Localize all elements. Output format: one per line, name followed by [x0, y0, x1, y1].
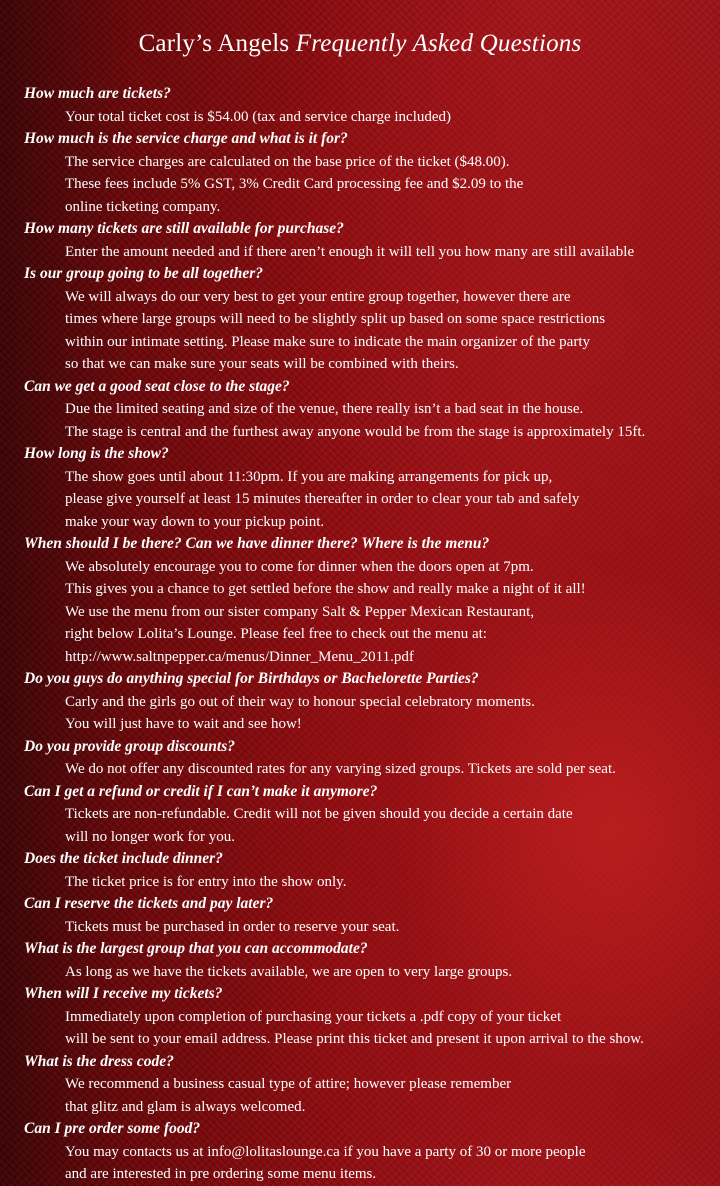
faq-list	[24, 83, 714, 1186]
faq-question: Is our group going to be all together?	[24, 265, 263, 282]
faq-question: Can I reserve the tickets and pay later?	[24, 895, 274, 912]
faq-item	[24, 218, 714, 263]
faq-answer-line: We use the menu from our sister company Salt & Pepper Mexican Restaurant,	[65, 603, 535, 620]
faq-question: What is the dress code?	[24, 1052, 174, 1070]
faq-answer	[24, 916, 714, 939]
faq-answer-line: times where large groups will need to be slightly split up based on some space restrictions	[65, 311, 606, 327]
faq-item	[24, 848, 714, 893]
faq-question: When should I be there? Can we have dinner there? Where is the menu?	[24, 535, 490, 552]
faq-answer-line: Immediately upon completion of purchasing your tickets a .pdf copy of your ticket	[65, 1008, 562, 1025]
faq-answer	[24, 1006, 714, 1051]
faq-answer-line: Tickets must be purchased in order to reserve your seat.	[65, 918, 400, 935]
faq-answer-line: will no longer work for you.	[65, 828, 235, 845]
faq-item	[24, 376, 714, 444]
faq-answer-line: We absolutely encourage you to come for dinner when the doors open at 7pm.	[65, 558, 534, 575]
faq-answer-line: You may contacts us at info@lolitaslounge.ca if you have a party of 30 or more people	[65, 1143, 586, 1160]
faq-answer	[24, 871, 714, 894]
faq-answer-line: We do not offer any discounted rates for any varying sized groups. Tickets are sold per seat.	[65, 761, 616, 777]
faq-answer-line: The show goes until about 11:30pm. If you are making arrangements for pick up,	[65, 468, 553, 485]
faq-answer-line: right below Lolita’s Lounge. Please feel free to check out the menu at:	[65, 626, 487, 642]
faq-answer-line: Due the limited seating and size of the venue, there really isn’t a bad seat in the house.	[65, 401, 584, 417]
faq-answer-line: We recommend a business casual type of attire; however please remember	[65, 1076, 512, 1092]
faq-item	[24, 443, 714, 533]
faq-answer-line: so that we can make sure your seats will be combined with theirs.	[65, 356, 459, 372]
faq-question: Does the ticket include dinner?	[24, 850, 223, 867]
faq-answer	[24, 1073, 714, 1118]
faq-answer	[24, 758, 714, 781]
faq-item	[24, 736, 714, 781]
faq-question: Do you provide group discounts?	[24, 737, 235, 755]
faq-answer-line: The ticket price is for entry into the show only.	[65, 873, 347, 890]
faq-answer	[24, 961, 714, 984]
faq-item	[24, 938, 714, 983]
faq-item	[24, 893, 714, 938]
faq-item	[24, 983, 714, 1051]
faq-question: Can we get a good seat close to the stage?	[24, 377, 290, 395]
faq-answer	[24, 691, 714, 736]
faq-answer	[24, 803, 714, 848]
faq-answer-line: As long as we have the tickets available, we are open to very large groups.	[65, 963, 513, 980]
faq-answer	[24, 286, 714, 376]
faq-item	[24, 128, 714, 218]
faq-answer-line: We will always do our very best to get your entire group together, however there are	[65, 288, 571, 305]
faq-answer	[24, 151, 714, 219]
faq-answer	[24, 466, 714, 534]
faq-answer	[24, 1141, 714, 1186]
faq-item	[24, 1118, 714, 1186]
faq-question: How much is the service charge and what is it for?	[24, 130, 348, 147]
faq-answer-line: make your way down to your pickup point.	[65, 513, 325, 530]
faq-item	[24, 1051, 714, 1119]
faq-question: How much are tickets?	[24, 85, 171, 102]
faq-item	[24, 83, 714, 128]
faq-answer	[24, 106, 714, 129]
faq-answer-line: and are interested in pre ordering some menu items.	[65, 1166, 377, 1182]
faq-answer-line: Your total ticket cost is $54.00 (tax and service charge included)	[65, 108, 452, 125]
faq-answer-line: The service charges are calculated on the base price of the ticket ($48.00).	[65, 153, 510, 170]
faq-question: How long is the show?	[24, 445, 169, 462]
faq-answer-line: Enter the amount needed and if there aren’t enough it will tell you how many are still available	[65, 243, 635, 260]
faq-item	[24, 781, 714, 849]
faq-question: How many tickets are still available for purchase?	[24, 220, 344, 237]
title-italic: Frequently Asked Questions	[295, 30, 582, 57]
faq-answer-line: This gives you a chance to get settled before the show and really make a night of it all!	[65, 581, 586, 597]
faq-answer-line: You will just have to wait and see how!	[65, 716, 302, 732]
faq-answer	[24, 241, 714, 264]
title-main: Carly’s Angels	[138, 30, 290, 57]
faq-answer-line: Tickets are non-refundable. Credit will not be given should you decide a certain date	[65, 806, 573, 822]
faq-question: Can I get a refund or credit if I can’t make it anymore?	[24, 782, 378, 800]
faq-answer-line: Carly and the girls go out of their way to honour special celebratory moments.	[65, 693, 535, 710]
faq-question: Can I pre order some food?	[24, 1120, 201, 1137]
faq-question: Do you guys do anything special for Birthdays or Bachelorette Parties?	[24, 670, 479, 687]
faq-question: What is the largest group that you can accommodate?	[24, 940, 368, 957]
faq-answer-line: online ticketing company.	[65, 198, 221, 215]
faq-answer	[24, 556, 714, 669]
faq-item	[24, 668, 714, 736]
faq-answer-line: These fees include 5% GST, 3% Credit Card processing fee and $2.09 to the	[65, 176, 524, 192]
faq-answer-line: that glitz and glam is always welcomed.	[65, 1098, 306, 1115]
faq-item	[24, 263, 714, 376]
faq-answer-line: http://www.saltnpepper.ca/menus/Dinner_Menu_2011.pdf	[65, 648, 414, 665]
page-title	[0, 28, 720, 60]
faq-question: When will I receive my tickets?	[24, 985, 223, 1002]
faq-answer-line: please give yourself at least 15 minutes thereafter in order to clear your tab and safely	[65, 491, 580, 507]
faq-answer	[24, 398, 714, 443]
faq-answer-line: within our intimate setting. Please make sure to indicate the main organizer of the party	[65, 333, 590, 350]
faq-item	[24, 533, 714, 668]
faq-answer-line: The stage is central and the furthest away anyone would be from the stage is approximately 15ft.	[65, 423, 646, 440]
faq-answer-line: will be sent to your email address. Please print this ticket and present it upon arrival to the show.	[65, 1031, 644, 1047]
